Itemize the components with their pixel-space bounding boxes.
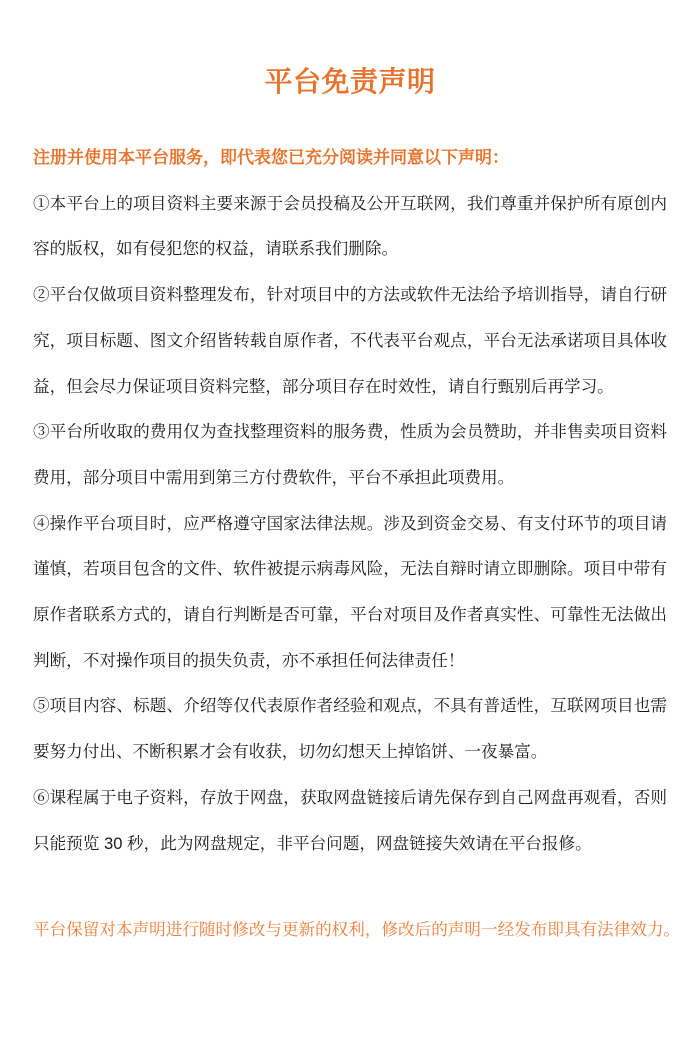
disclaimer-paragraph-6: ⑥课程属于电子资料，存放于网盘，获取网盘链接后请先保存到自己网盘再观看，否则只能预览 30 秒，此为网盘规定，非平台问题，网盘链接失效请在平台报修。 (33, 787, 667, 853)
disclaimer-paragraph-3: ③平台所收取的费用仅为查找整理资料的服务费，性质为会员赞助，并非售卖项目资料费用，部分项目中需用到第三方付费软件，平台不承担此项费用。 (33, 422, 667, 487)
disclaimer-paragraph-5: ⑤项目内容、标题、介绍等仅代表原作者经验和观点，不具有普适性，互联网项目也需要努力付出、不断积累才会有收获，切勿幻想天上掉馅饼、一夜暴富。 (33, 696, 667, 762)
page-title: 平台免责声明 (264, 66, 436, 97)
intro-statement: 注册并使用本平台服务，即代表您已充分阅读并同意以下声明： (33, 148, 509, 167)
disclaimer-paragraph-2: ②平台仅做项目资料整理发布，针对项目中的方法或软件无法给予培训指导，请自行研究，项目标题、图文介绍皆转载自原作者，不代表平台观点，平台无法承诺项目具体收益，但会尽力保证项目资料完整，部分项目存在时效性，请自行甄别后再学习。 (33, 285, 667, 396)
footer-statement: 平台保留对本声明进行随时修改与更新的权利，修改后的声明一经发布即具有法律效力。 (33, 920, 681, 940)
disclaimer-document (0, 59, 700, 1048)
disclaimer-paragraph-1: ①本平台上的项目资料主要来源于会员投稿及公开互联网，我们尊重并保护所有原创内容的版权，如有侵犯您的权益，请联系我们删除。 (33, 193, 667, 259)
disclaimer-paragraph-4: ④操作平台项目时，应严格遵守国家法律法规。涉及到资金交易、有支付环节的项目请谨慎，若项目包含的文件、软件被提示病毒风险，无法自辩时请立即删除。项目中带有原作者联系方式的，请自行判断是否可靠，平台对项目及作者真实性、可靠性无法做出判断，不对操作项目的损失负责，亦不承担任何法律责任！ (33, 513, 667, 670)
